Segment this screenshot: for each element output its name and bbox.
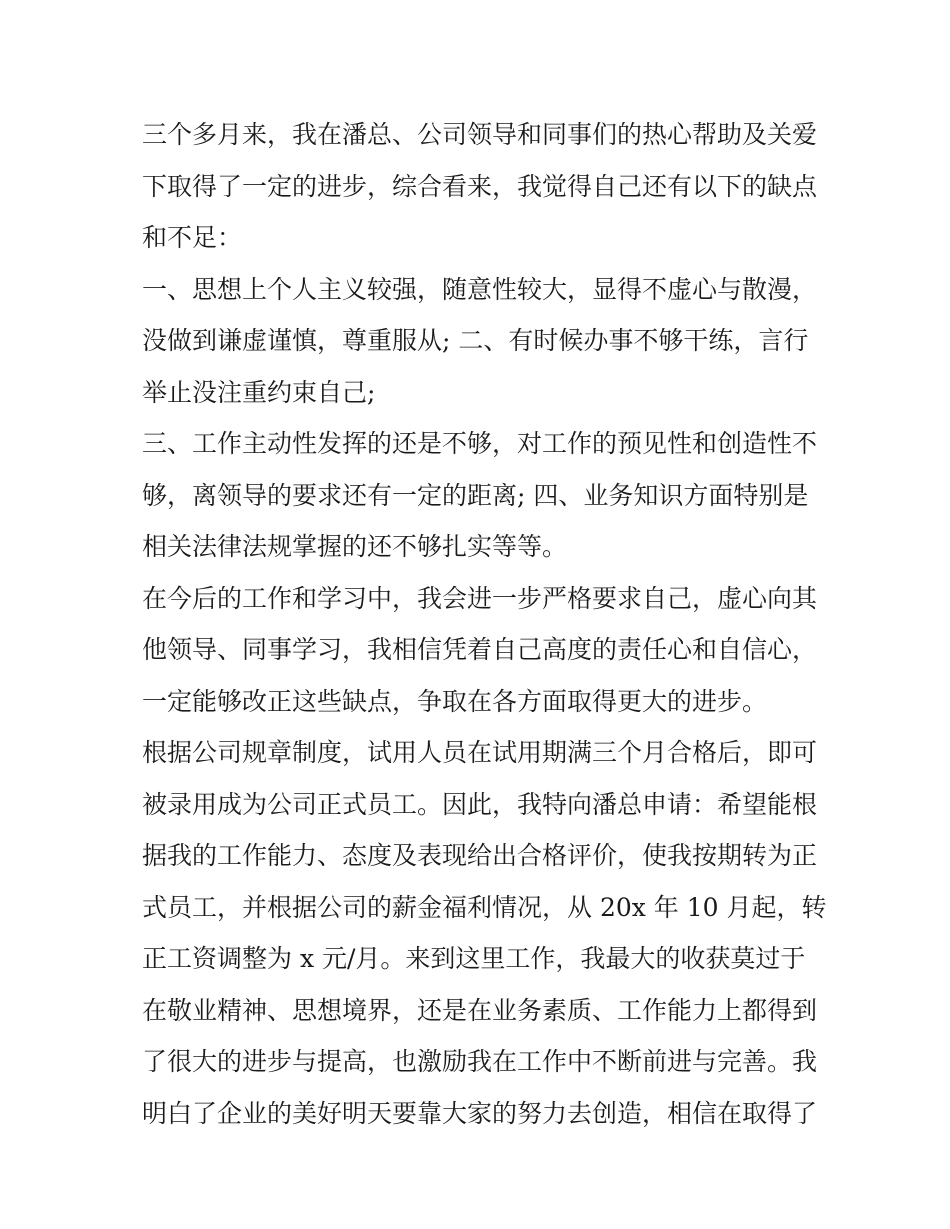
text-line: 明白了企业的美好明天要靠大家的努力去创造，相信在取得了 bbox=[142, 1098, 818, 1128]
text-line: 举止没注重约束自己; bbox=[142, 377, 376, 407]
text-line: 据我的工作能力、态度及表现给出合格评价，使我按期转为正 bbox=[142, 841, 818, 870]
text-line: 式员工，并根据公司的薪金福利情况，从 20x 年 10 月起，转 bbox=[142, 892, 827, 922]
text-line: 一、思想上个人主义较强，随意性较大，显得不虚心与散漫， bbox=[142, 274, 818, 304]
text-line: 在今后的工作和学习中，我会进一步严格要求自己，虚心向其 bbox=[142, 583, 818, 613]
text-line: 下取得了一定的进步，综合看来，我觉得自己还有以下的缺点 bbox=[142, 171, 818, 201]
text-line: 一定能够改正这些缺点，争取在各方面取得更大的进步。 bbox=[142, 686, 768, 716]
text-line: 够，离领导的要求还有一定的距离; 四、业务知识方面特别是 bbox=[142, 480, 809, 510]
text-line: 根据公司规章制度，试用人员在试用期满三个月合格后，即可 bbox=[142, 738, 818, 767]
text-line: 在敬业精神、思想境界，还是在业务素质、工作能力上都得到 bbox=[142, 995, 818, 1025]
text-line: 三、工作主动性发挥的还是不够，对工作的预见性和创造性不 bbox=[142, 429, 818, 458]
text-line: 正工资调整为 x 元/月。来到这里工作，我最大的收获莫过于 bbox=[142, 944, 806, 973]
text-line: 三个多月来，我在潘总、公司领导和同事们的热心帮助及关爱 bbox=[142, 120, 818, 149]
text-line: 和不足： bbox=[142, 223, 243, 252]
text-line: 被录用成为公司正式员工。因此，我特向潘总申请：希望能根 bbox=[142, 789, 818, 819]
text-line: 了很大的进步与提高，也激励我在工作中不断前进与完善。我 bbox=[142, 1047, 818, 1076]
text-line: 没做到谦虚谨慎，尊重服从; 二、有时候办事不够干练，言行 bbox=[142, 326, 809, 355]
text-line: 他领导、同事学习，我相信凭着自己高度的责任心和自信心， bbox=[142, 635, 818, 664]
document-body bbox=[142, 109, 827, 1139]
text-line: 相关法律法规掌握的还不够扎实等等。 bbox=[142, 532, 568, 561]
